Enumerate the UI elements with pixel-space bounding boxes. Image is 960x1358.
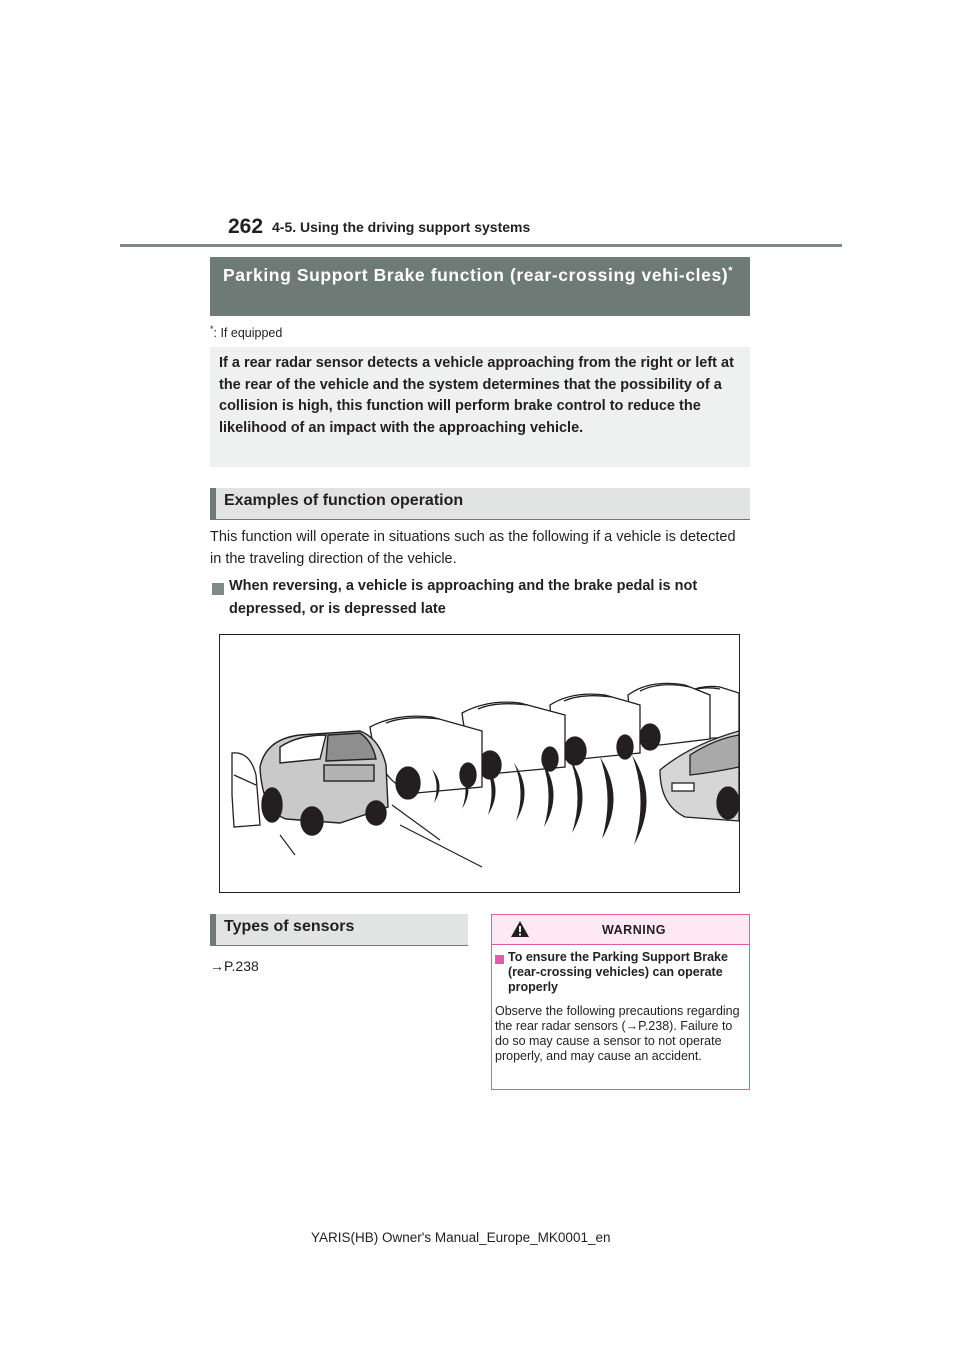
own-vehicle (260, 731, 388, 835)
footnote (210, 323, 283, 340)
sensor-page-reference[interactable]: →P.238 (210, 958, 259, 974)
warning-square-bullet-icon (495, 955, 504, 964)
warning-box (491, 914, 750, 1090)
footnote-text: : If equipped (213, 326, 283, 340)
warning-triangle-icon (510, 920, 530, 938)
reversing-illustration (219, 634, 740, 893)
left-partial-car (232, 753, 260, 827)
footnote-marker: * (210, 323, 214, 334)
examples-body: This function will operate in situations such as the following if a vehicle is detected in the traveling direction of the vehicle. (210, 529, 736, 567)
case-heading: When reversing, a vehicle is approaching and the brake pedal is not depressed, or is depressed late (229, 578, 698, 617)
warning-body: Observe the following precautions regarding the rear radar sensors (→P.238). Failure to do so may cause a sensor to not operate properly, and may cause an accident. (495, 1004, 740, 1063)
examples-heading: Examples of function operation (210, 488, 750, 520)
page-footer: YARIS(HB) Owner's Manual_Europe_MK0001_en (311, 1230, 611, 1245)
square-bullet-icon (212, 583, 224, 595)
header-rule (120, 244, 842, 247)
section-label: 4-5. Using the driving support systems (272, 219, 531, 235)
warning-header (492, 915, 749, 945)
title-footnote-marker: * (728, 265, 734, 278)
warning-title: WARNING (602, 923, 666, 937)
page-title (210, 257, 750, 316)
page-title-text: Parking Support Brake function (rear-crossing vehi-cles) (223, 265, 729, 285)
intro-box: If a rear radar sensor detects a vehicle approaching from the right or left at the rear of the vehicle and the system determines that the possibility of a collision is high, this function will perform brake control to reduce the likelihood of an impact with the approaching vehicle. (210, 347, 750, 467)
page-number: 262 (228, 215, 264, 238)
approaching-vehicle (660, 731, 739, 821)
reversing-scene-svg (220, 635, 739, 892)
sensors-heading: Types of sensors (210, 914, 468, 946)
warning-subheading: To ensure the Parking Support Brake (rear-crossing vehicles) can operate properly (508, 950, 728, 994)
